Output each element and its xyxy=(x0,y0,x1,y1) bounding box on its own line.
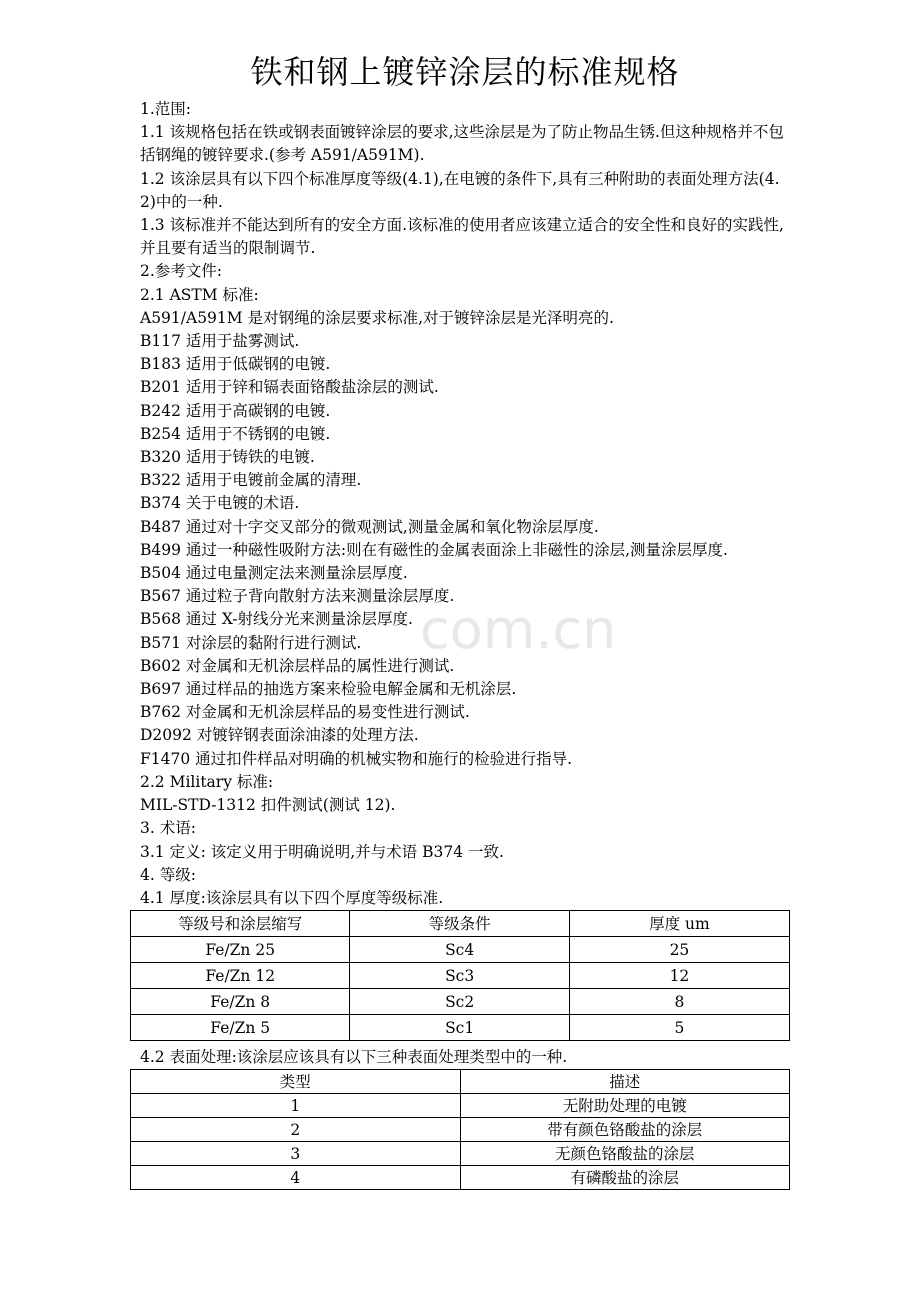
table-row xyxy=(131,937,790,963)
table-row xyxy=(131,963,790,989)
paragraph: B201 适用于锌和镉表面铬酸盐涂层的测试. xyxy=(140,378,439,397)
table-row xyxy=(131,1142,790,1166)
paragraph: B499 通过一种磁性吸附方法:则在有磁性的金属表面涂上非磁性的涂层,测量涂层厚度. xyxy=(140,540,728,559)
paragraph: B117 适用于盐雾测试. xyxy=(140,332,300,351)
table-cell: 4 xyxy=(131,1166,461,1190)
paragraph: 1.1 该规格包括在铁或钢表面镀锌涂层的要求,这些涂层是为了防止物品生锈.但这种规格并不包括钢绳的镀锌要求.(参考 A591/A591M). xyxy=(140,123,784,165)
paragraph: B762 对金属和无机涂层样品的易变性进行测试. xyxy=(140,703,470,722)
paragraph: 1.范围: xyxy=(140,100,192,118)
table-cell: 8 xyxy=(569,989,789,1015)
paragraph: 1.2 该涂层具有以下四个标准厚度等级(4.1),在电镀的条件下,具有三种附助的表面处理方法(4.2)中的一种. xyxy=(140,169,780,211)
thickness-table xyxy=(130,910,790,1041)
table-cell: 12 xyxy=(569,963,789,989)
document-title: 铁和钢上镀锌涂层的标准规格 xyxy=(250,53,680,91)
paragraph: B568 通过 X-射线分光来测量涂层厚度. xyxy=(140,610,413,629)
paragraph: B487 通过对十字交叉部分的微观测试,测量金属和氧化物涂层厚度. xyxy=(140,517,599,536)
paragraph: B571 对涂层的黏附行进行测试. xyxy=(140,633,362,652)
paragraph: 4.2 表面处理:该涂层应该具有以下三种表面处理类型中的一种. xyxy=(140,1048,568,1067)
table-cell: 带有颜色铬酸盐的涂层 xyxy=(460,1118,790,1142)
paragraph: B322 适用于电镀前金属的清理. xyxy=(140,471,362,490)
table-header-cell: 厚度 um xyxy=(569,911,789,937)
table-cell: 无颜色铬酸盐的涂层 xyxy=(460,1142,790,1166)
paragraph: 3. 术语: xyxy=(140,819,196,838)
table-header-row xyxy=(131,911,790,937)
paragraph: 2.2 Military 标准: xyxy=(140,772,274,791)
paragraph: B320 适用于铸铁的电镀. xyxy=(140,448,315,467)
paragraph: B602 对金属和无机涂层样品的属性进行测试. xyxy=(140,656,455,675)
paragraph: 4. 等级: xyxy=(140,865,196,884)
table-header-row xyxy=(131,1070,790,1094)
paragraph: F1470 通过扣件样品对明确的机械实物和施行的检验进行指导. xyxy=(140,749,573,768)
table-row xyxy=(131,1015,790,1041)
table-row xyxy=(131,1094,790,1118)
table-row xyxy=(131,1166,790,1190)
table-cell: 25 xyxy=(569,937,789,963)
table-cell: Sc4 xyxy=(350,937,569,963)
table-cell: 无附助处理的电镀 xyxy=(460,1094,790,1118)
paragraph: B567 通过粒子背向散射方法来测量涂层厚度. xyxy=(140,587,455,606)
table-cell: 3 xyxy=(131,1142,461,1166)
table-cell: Fe/Zn 5 xyxy=(131,1015,350,1041)
paragraph: B697 通过样品的抽选方案来检验电解金属和无机涂层. xyxy=(140,680,517,699)
paragraph: A591/A591M 是对钢绳的涂层要求标准,对于镀锌涂层是光泽明亮的. xyxy=(140,308,614,327)
table-row xyxy=(131,989,790,1015)
watermark: com.cn xyxy=(420,598,617,661)
table-cell: Fe/Zn 12 xyxy=(131,963,350,989)
document-page xyxy=(140,50,790,1190)
paragraph: 4.1 厚度:该涂层具有以下四个厚度等级标准. xyxy=(140,888,444,907)
paragraph: B183 适用于低碳钢的电镀. xyxy=(140,355,331,374)
paragraph: B504 通过电量测定法来测量涂层厚度. xyxy=(140,564,408,583)
table-cell: 2 xyxy=(131,1118,461,1142)
table-cell: 有磷酸盐的涂层 xyxy=(460,1166,790,1190)
body-text xyxy=(140,98,790,910)
paragraph: 2.1 ASTM 标准: xyxy=(140,285,259,304)
table-row xyxy=(131,1118,790,1142)
paragraph: D2092 对镀锌钢表面涂油漆的处理方法. xyxy=(140,726,419,745)
table-header-cell: 描述 xyxy=(460,1070,790,1094)
body-text xyxy=(140,1046,790,1069)
table-cell: Sc1 xyxy=(350,1015,569,1041)
table-cell: Fe/Zn 25 xyxy=(131,937,350,963)
table-cell: Sc2 xyxy=(350,989,569,1015)
table-header-cell: 等级条件 xyxy=(350,911,569,937)
table-cell: Fe/Zn 8 xyxy=(131,989,350,1015)
paragraph: MIL-STD-1312 扣件测试(测试 12). xyxy=(140,796,396,815)
table-cell: 5 xyxy=(569,1015,789,1041)
paragraph: B242 适用于高碳钢的电镀. xyxy=(140,401,331,420)
paragraph: B374 关于电镀的术语. xyxy=(140,494,300,513)
paragraph: B254 适用于不锈钢的电镀. xyxy=(140,424,331,443)
paragraph: 1.3 该标准并不能达到所有的安全方面.该标准的使用者应该建立适合的安全性和良好的实践性,并且要有适当的限制调节. xyxy=(140,216,784,258)
table-header-cell: 等级号和涂层缩写 xyxy=(131,911,350,937)
paragraph: 2.参考文件: xyxy=(140,262,223,281)
table-header-cell: 类型 xyxy=(131,1070,461,1094)
surface-treatment-table xyxy=(130,1069,790,1190)
table-cell: Sc3 xyxy=(350,963,569,989)
paragraph: 3.1 定义: 该定义用于明确说明,并与术语 B374 一致. xyxy=(140,842,504,861)
table-cell: 1 xyxy=(131,1094,461,1118)
